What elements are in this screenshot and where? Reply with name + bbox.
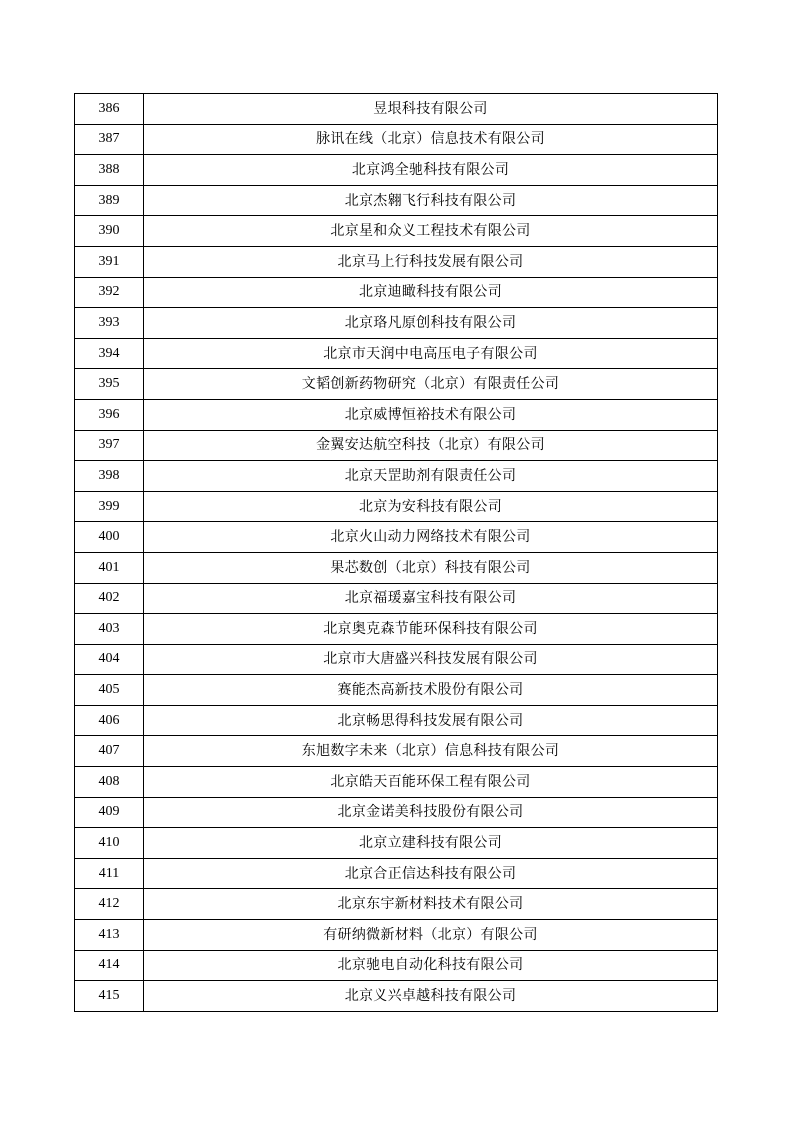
- table-row: [75, 644, 718, 675]
- table-row: [75, 522, 718, 553]
- table-row: [75, 675, 718, 706]
- company-name-cell: 北京驰电自动化科技有限公司: [144, 950, 718, 981]
- table-row: [75, 308, 718, 339]
- table-row: [75, 552, 718, 583]
- row-index-cell: 414: [75, 950, 144, 981]
- table-row: [75, 155, 718, 186]
- company-name-cell: 北京金诺美科技股份有限公司: [144, 797, 718, 828]
- company-name-cell: 北京畅思得科技发展有限公司: [144, 705, 718, 736]
- row-index-cell: 406: [75, 705, 144, 736]
- company-name-cell: 北京天罡助剂有限责任公司: [144, 461, 718, 492]
- row-index-cell: 388: [75, 155, 144, 186]
- company-name-cell: 北京市大唐盛兴科技发展有限公司: [144, 644, 718, 675]
- company-name-cell: 北京义兴卓越科技有限公司: [144, 981, 718, 1012]
- company-name-cell: 北京杰翱飞行科技有限公司: [144, 185, 718, 216]
- table-body: [75, 94, 718, 1012]
- table-row: [75, 858, 718, 889]
- company-name-cell: 北京奥克森节能环保科技有限公司: [144, 614, 718, 645]
- row-index-cell: 410: [75, 828, 144, 859]
- company-name-cell: 北京威博恒裕技术有限公司: [144, 399, 718, 430]
- row-index-cell: 393: [75, 308, 144, 339]
- company-name-cell: 金翼安达航空科技（北京）有限公司: [144, 430, 718, 461]
- row-index-cell: 403: [75, 614, 144, 645]
- row-index-cell: 399: [75, 491, 144, 522]
- row-index-cell: 392: [75, 277, 144, 308]
- company-name-cell: 北京鸿全驰科技有限公司: [144, 155, 718, 186]
- table-row: [75, 94, 718, 125]
- row-index-cell: 396: [75, 399, 144, 430]
- company-name-cell: 文韬创新药物研究（北京）有限责任公司: [144, 369, 718, 400]
- row-index-cell: 404: [75, 644, 144, 675]
- table-row: [75, 277, 718, 308]
- table-row: [75, 369, 718, 400]
- row-index-cell: 412: [75, 889, 144, 920]
- company-name-cell: 东旭数字未来（北京）信息科技有限公司: [144, 736, 718, 767]
- row-index-cell: 397: [75, 430, 144, 461]
- table-row: [75, 246, 718, 277]
- row-index-cell: 402: [75, 583, 144, 614]
- company-name-cell: 北京马上行科技发展有限公司: [144, 246, 718, 277]
- row-index-cell: 391: [75, 246, 144, 277]
- company-name-cell: 赛能杰高新技术股份有限公司: [144, 675, 718, 706]
- row-index-cell: 409: [75, 797, 144, 828]
- table-row: [75, 981, 718, 1012]
- table-row: [75, 889, 718, 920]
- row-index-cell: 389: [75, 185, 144, 216]
- row-index-cell: 394: [75, 338, 144, 369]
- company-name-cell: 北京市天润中电高压电子有限公司: [144, 338, 718, 369]
- table-row: [75, 736, 718, 767]
- row-index-cell: 400: [75, 522, 144, 553]
- company-name-cell: 北京为安科技有限公司: [144, 491, 718, 522]
- company-name-cell: 有研纳微新材料（北京）有限公司: [144, 920, 718, 951]
- company-name-cell: 北京迪瞰科技有限公司: [144, 277, 718, 308]
- table-row: [75, 705, 718, 736]
- table-row: [75, 338, 718, 369]
- company-name-cell: 北京火山动力网络技术有限公司: [144, 522, 718, 553]
- row-index-cell: 390: [75, 216, 144, 247]
- row-index-cell: 386: [75, 94, 144, 125]
- company-name-cell: 北京星和众义工程技术有限公司: [144, 216, 718, 247]
- row-index-cell: 387: [75, 124, 144, 155]
- table-row: [75, 828, 718, 859]
- row-index-cell: 413: [75, 920, 144, 951]
- table-row: [75, 797, 718, 828]
- company-name-cell: 北京皓天百能环保工程有限公司: [144, 767, 718, 798]
- row-index-cell: 395: [75, 369, 144, 400]
- row-index-cell: 398: [75, 461, 144, 492]
- table-row: [75, 950, 718, 981]
- table-row: [75, 920, 718, 951]
- company-name-cell: 北京合正信达科技有限公司: [144, 858, 718, 889]
- company-name-cell: 北京福瑗嘉宝科技有限公司: [144, 583, 718, 614]
- row-index-cell: 407: [75, 736, 144, 767]
- row-index-cell: 405: [75, 675, 144, 706]
- company-list-table: [74, 93, 718, 1012]
- table-row: [75, 767, 718, 798]
- row-index-cell: 408: [75, 767, 144, 798]
- company-name-cell: 北京立建科技有限公司: [144, 828, 718, 859]
- table-row: [75, 583, 718, 614]
- table-row: [75, 430, 718, 461]
- row-index-cell: 411: [75, 858, 144, 889]
- table-row: [75, 399, 718, 430]
- table-row: [75, 124, 718, 155]
- row-index-cell: 401: [75, 552, 144, 583]
- row-index-cell: 415: [75, 981, 144, 1012]
- table-row: [75, 216, 718, 247]
- table-row: [75, 461, 718, 492]
- company-name-cell: 脉讯在线（北京）信息技术有限公司: [144, 124, 718, 155]
- company-name-cell: 果芯数创（北京）科技有限公司: [144, 552, 718, 583]
- company-name-cell: 北京东宇新材料技术有限公司: [144, 889, 718, 920]
- table-row: [75, 614, 718, 645]
- company-name-cell: 昱垠科技有限公司: [144, 94, 718, 125]
- table-row: [75, 185, 718, 216]
- company-name-cell: 北京珞凡原创科技有限公司: [144, 308, 718, 339]
- table-row: [75, 491, 718, 522]
